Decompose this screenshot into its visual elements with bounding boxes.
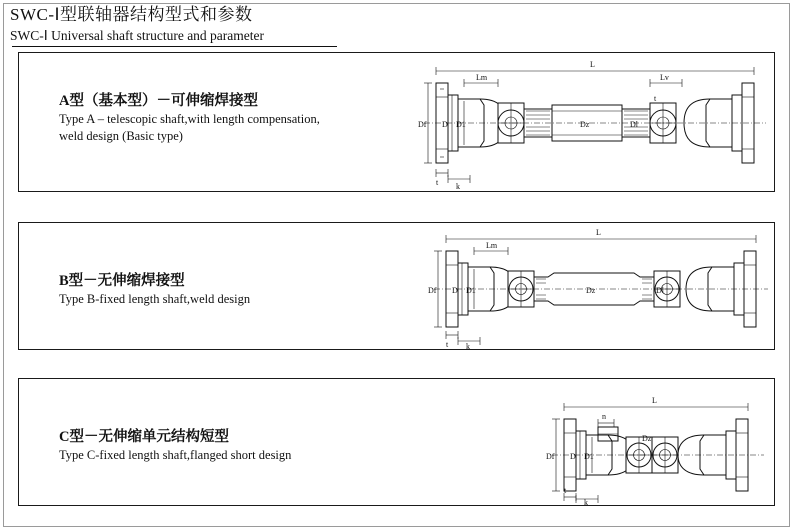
panel-a-drawing <box>414 53 774 191</box>
svg-text:t: t <box>564 486 567 495</box>
svg-text:k: k <box>466 342 470 349</box>
svg-text:k: k <box>584 498 588 505</box>
panel-a-label-cn: A型（基本型）－可伸缩焊接型 <box>59 93 258 109</box>
svg-text:D1: D1 <box>456 120 466 129</box>
svg-text:Dl: Dl <box>630 120 638 129</box>
svg-text:Lm: Lm <box>486 241 498 250</box>
page-title-block <box>10 4 610 45</box>
svg-text:Dz: Dz <box>586 286 596 295</box>
panel-b-label-en-1: Type B-fixed length shaft,weld design <box>59 292 251 306</box>
panel-c-label-en-1: Type C-fixed length shaft,flanged short design <box>59 448 292 462</box>
svg-text:Lm: Lm <box>476 73 488 82</box>
svg-text:Df: Df <box>418 120 427 129</box>
svg-text:n: n <box>602 412 606 421</box>
panel-c-label-cn: C型－无伸缩单元结构短型 <box>59 429 229 445</box>
svg-text:Df: Df <box>428 286 437 295</box>
page-title-en: SWC-Ⅰ Universal shaft structure and parameter <box>10 28 265 43</box>
panel-a-caption <box>59 91 320 145</box>
svg-text:t: t <box>654 94 657 103</box>
svg-text:D1: D1 <box>584 452 594 461</box>
panel-c-caption <box>59 427 291 464</box>
svg-text:Df: Df <box>546 452 555 461</box>
title-underline <box>12 46 337 47</box>
panel-a-label-en-2: weld design (Basic type) <box>59 129 183 143</box>
svg-text:t: t <box>436 178 439 187</box>
panel-type-b <box>18 222 775 350</box>
svg-text:D: D <box>570 452 576 461</box>
panel-b-drawing <box>424 223 774 349</box>
panel-c-drawing <box>524 379 774 505</box>
svg-text:k: k <box>456 182 460 191</box>
svg-text:D: D <box>452 286 458 295</box>
svg-text:D1: D1 <box>466 286 476 295</box>
svg-text:Lv: Lv <box>660 73 669 82</box>
panel-type-c <box>18 378 775 506</box>
panel-type-a <box>18 52 775 192</box>
svg-text:L: L <box>596 228 601 237</box>
svg-text:Dl: Dl <box>656 286 664 295</box>
panel-b-caption <box>59 271 250 308</box>
panel-b-label-cn: B型－无伸缩焊接型 <box>59 273 185 289</box>
svg-text:L: L <box>590 60 595 69</box>
svg-text:Dz: Dz <box>642 434 652 443</box>
svg-text:Dz: Dz <box>580 120 590 129</box>
page-title-cn: SWC-Ⅰ型联轴器结构型式和参数 <box>10 5 253 24</box>
svg-text:L: L <box>652 396 657 405</box>
svg-text:D: D <box>442 120 448 129</box>
panel-a-label-en-1: Type A – telescopic shaft,with length compensation, <box>59 112 320 126</box>
svg-text:t: t <box>446 340 449 349</box>
